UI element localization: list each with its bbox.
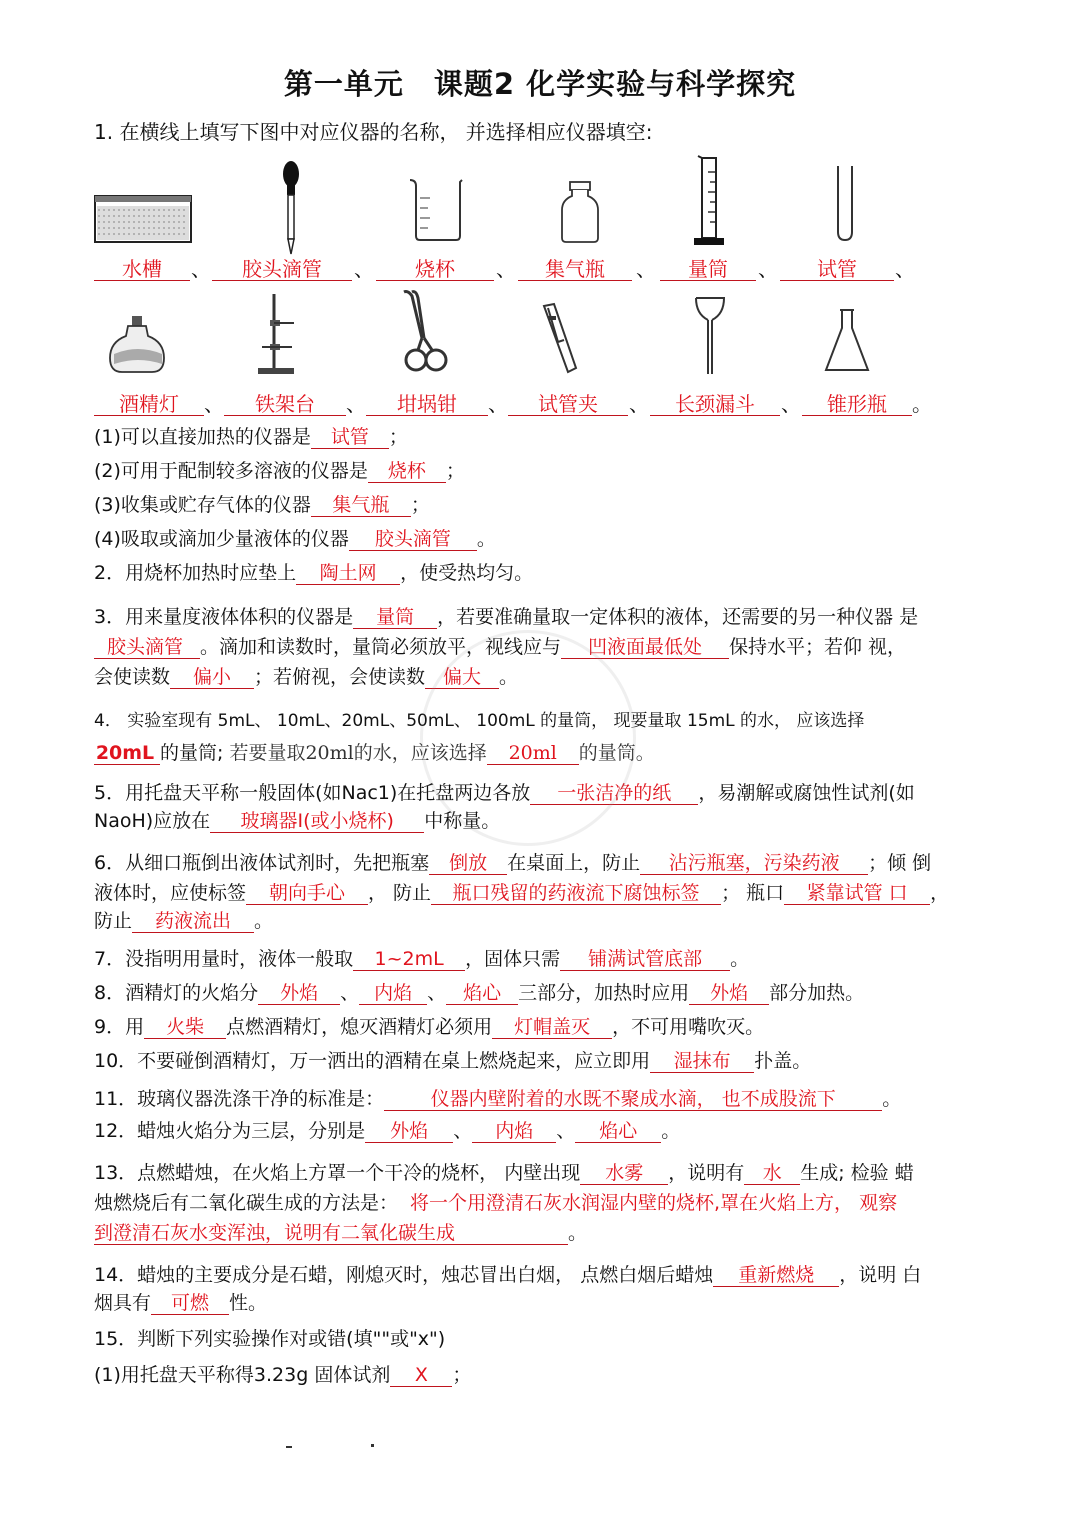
q6-line1: 6．从细口瓶倒出液体试剂时，先把瓶塞 倒放 在桌面上，防止 沾污瓶塞，污染药液 ；倾 倒 — [94, 852, 932, 874]
q13-line1: 13．点燃蜡烛，在火焰上方罩一个干冷的烧杯， 内壁出现 水雾 ，说明有 水 生成; 检验 蜡 — [94, 1162, 914, 1184]
row2-labels: 酒精灯 、 铁架台 、 坩埚钳 、 试管夹 、 长颈漏斗 、 锥形瓶 。 — [94, 388, 932, 417]
q8: 8．酒精灯的火焰分 外焰 、 内焰 、 焰心 三部分，加热时应用 外焰 部分加热。 — [94, 982, 865, 1004]
answer-iron-stand: 铁架台 — [224, 394, 346, 416]
beaker-image — [406, 176, 466, 244]
answer-funnel: 长颈漏斗 — [650, 394, 780, 416]
crucible-tongs-image — [398, 288, 448, 378]
q5-line2: NaoH)应放在 玻璃器I(或小烧杯) 中称量。 — [94, 810, 501, 832]
watermark-seal — [420, 630, 636, 846]
alcohol-lamp-image — [108, 314, 168, 376]
q4-line2: 20mL 的量筒; 若要量取20ml的水，应该选择 20ml 的量筒。 — [95, 742, 655, 764]
q7: 7．没指明用量时，液体一般取 1~2mL ，固体只需 铺满试管底部 。 — [94, 948, 750, 970]
answer-test-tube-clamp: 试管夹 — [508, 394, 628, 416]
q1-sub3: (3)收集或贮存气体的仪器 集气瓶 ； — [94, 494, 430, 516]
q1-stem: 1. 在横线上填写下图中对应仪器的名称， 并选择相应仪器填空: — [94, 120, 653, 144]
q3-line1: 3．用来量度液体体积的仪器是 量筒 ，若要准确量取一定体积的液体，还需要的另一种仪器 是 — [94, 606, 919, 628]
water-trough-image — [94, 190, 194, 246]
gas-bottle-image — [558, 180, 602, 244]
q1-sub2: (2)可用于配制较多溶液的仪器是 烧杯 ； — [94, 460, 465, 482]
q9: 9．用 火柴 点燃酒精灯，熄灭酒精灯必须用 灯帽盖灭 ，不可用嘴吹灭。 — [94, 1016, 765, 1038]
dropper-image — [276, 160, 306, 256]
test-tube-clamp-image — [540, 302, 582, 374]
q2: 2．用烧杯加热时应垫上 陶土网 ，使受热均匀。 — [94, 562, 534, 584]
iron-stand-image — [256, 292, 300, 376]
q3-line3: 会使读数 偏小 ；若俯视，会使读数 偏大 。 — [94, 666, 519, 688]
answer-gas-bottle: 集气瓶 — [518, 259, 632, 281]
graduated-cylinder-image — [692, 154, 728, 248]
answer-alcohol-lamp: 酒精灯 — [94, 394, 204, 416]
q12: 12．蜡烛火焰分为三层，分别是 外焰 、 内焰 、 焰心 。 — [94, 1120, 681, 1142]
q1-sub1: (1)可以直接加热的仪器是 试管 ； — [94, 426, 408, 448]
q15-sub1: (1)用托盘天平称得3.23g 固体试剂 X ； — [94, 1364, 472, 1386]
long-neck-funnel-image — [692, 294, 728, 376]
q4-line1: 4． 实验室现有 5mL、 10mL、20mL、50mL、 100mL 的量筒， 现要量取 15mL 的水， 应该选择 — [94, 711, 865, 731]
answer-test-tube: 试管 — [780, 259, 894, 281]
q15-stem: 15．判断下列实验操作对或错(填""或"x") — [94, 1328, 446, 1350]
page-title: 第一单元 课题2 化学实验与科学探究 — [283, 67, 797, 101]
q11: 11．玻璃仪器洗涤干净的标准是： 仪器内壁附着的水既不聚成水滴， 也不成股流下 。 — [94, 1088, 902, 1110]
answer-beaker: 烧杯 — [376, 259, 494, 281]
q5-line1: 5．用托盘天平称一般固体(如Nac1)在托盘两边各放 一张洁净的纸 ，易潮解或腐蚀性试剂(如 — [94, 782, 915, 804]
test-tube-image — [834, 164, 856, 244]
q1-sub4: (4)吸取或滴加少量液体的仪器 胶头滴管 。 — [94, 528, 496, 550]
q6-line3: 防止 药液流出 。 — [94, 910, 274, 932]
conical-flask-image — [822, 306, 872, 376]
answer-water-trough: 水槽 — [94, 259, 190, 281]
answer-flask: 锥形瓶 — [802, 394, 912, 416]
answer-cylinder: 量筒 — [660, 259, 756, 281]
scan-mark — [286, 1446, 292, 1448]
q14-line1: 14．蜡烛的主要成分是石蜡，刚熄灭时，烛芯冒出白烟， 点燃白烟后蜡烛 重新燃烧 ，说明 白 — [94, 1264, 922, 1286]
q14-line2: 烟具有 可燃 性。 — [94, 1292, 268, 1314]
answer-dropper: 胶头滴管 — [212, 259, 352, 281]
q13-line2: 烛燃烧后有二氧化碳生成的方法是： 将一个用澄清石灰水润湿内壁的烧杯,罩在火焰上方， 观察 — [94, 1192, 898, 1214]
q13-line3: 到澄清石灰水变浑浊，说明有二氧化碳生成 。 — [94, 1222, 588, 1244]
answer-crucible-tongs: 坩埚钳 — [366, 394, 488, 416]
scan-mark — [371, 1444, 374, 1447]
row1-labels: 水槽 、 胶头滴管 、 烧杯 、 集气瓶 、 量筒 、 试管 、 — [94, 253, 916, 282]
q3-line2: 胶头滴管 。滴加和读数时，量筒必须放平，视线应与 凹液面最低处 保持水平；若仰 视， — [94, 632, 906, 659]
q6-line2: 液体时，应使标签 朝向手心 ， 防止 瓶口残留的药液流下腐蚀标签 ； 瓶口 紧靠试管 口 ， — [94, 882, 950, 904]
q10: 10．不要碰倒酒精灯，万一洒出的酒精在桌上燃烧起来，应立即用 湿抹布 扑盖。 — [94, 1050, 812, 1072]
